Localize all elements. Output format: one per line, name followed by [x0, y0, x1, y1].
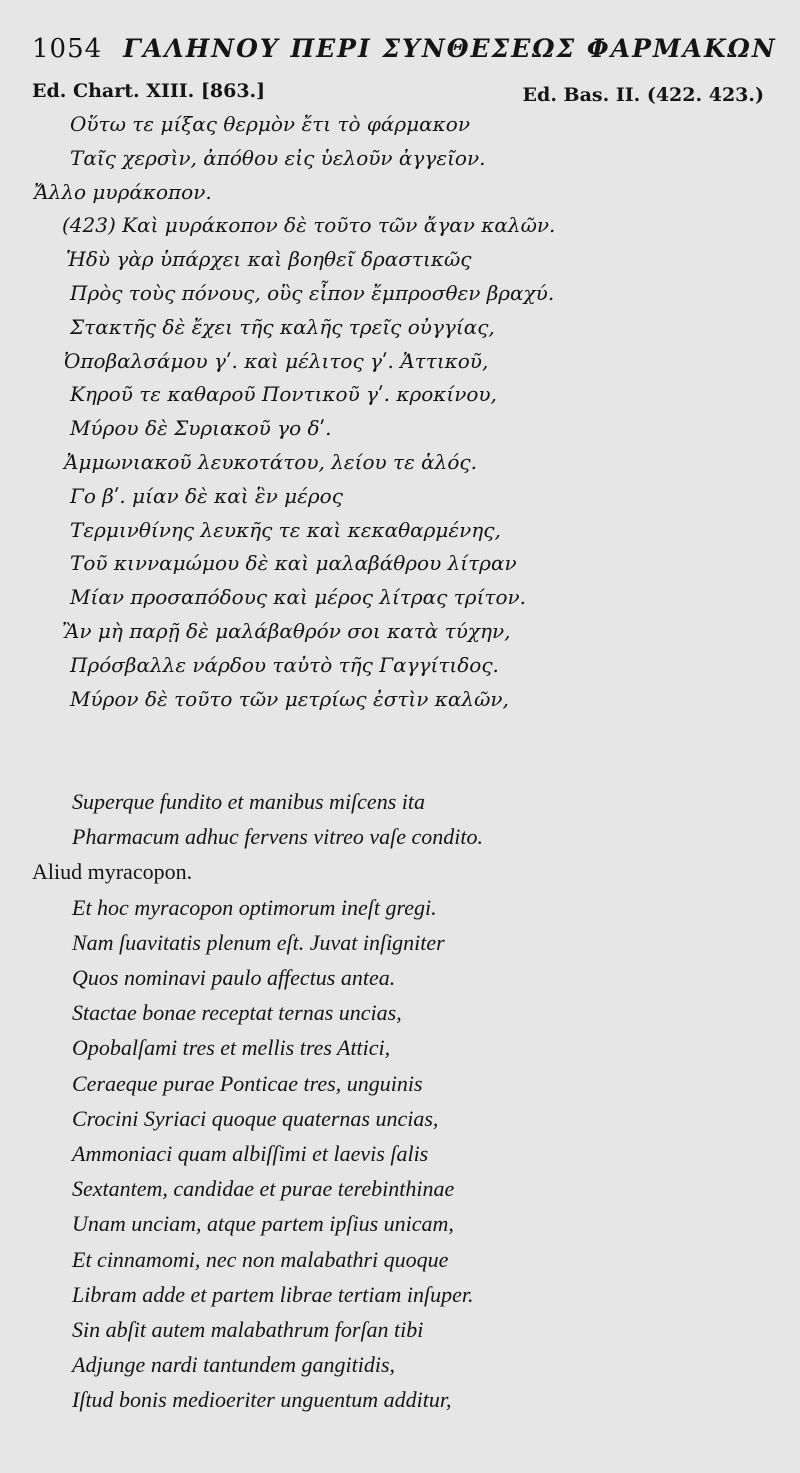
latin-verse-line: Superque fundito et manibus miſcens ita [72, 789, 425, 814]
latin-verse-line: Iſtud bonis medioeriter unguentum additur, [72, 1387, 452, 1413]
greek-verse-line: Μίαν προσαπόδους καὶ μέρος λίτρας τρίτον. [70, 585, 527, 610]
latin-verse-line: Sin abſit autem malabathrum forſan tibi [72, 1317, 424, 1342]
greek-verse-line: Πρόσβαλλε νάρδου ταὐτὸ τῆς Γαγγίτιδος. [70, 652, 499, 677]
latin-verse-line: Stactae bonae receptat ternas uncias, [72, 1000, 402, 1026]
latin-verse-line: Adjunge nardi tantundem gangitidis, [72, 1352, 396, 1378]
greek-verse-line: Μύρον δὲ τοῦτο τῶν μετρίως ἐστὶν καλῶν, [70, 686, 509, 711]
greek-verse-line: Στακτῆς δὲ ἔχει τῆς καλῆς τρεῖς οὐγγίας, [70, 314, 495, 339]
latin-verse-line: Libram adde et partem librae tertiam inſuper. [72, 1281, 474, 1307]
greek-verse-line: Ὀποβαλσάμου γʹ. καὶ μέλιτος γʹ. Ἀττικοῦ, [64, 348, 489, 373]
latin-verse-line: Unam unciam, atque partem ipſius unicam, [72, 1211, 454, 1237]
greek-verse-line: Ἂν μὴ παρῇ δὲ μαλάβαθρόν σοι κατὰ τύχην, [62, 619, 511, 643]
greek-verse-line: Οὕτω τε μίξας θερμὸν ἔτι τὸ φάρμακον [70, 112, 470, 136]
greek-verse-line: Γο βʹ. μίαν δὲ καὶ ἓν μέρος [70, 483, 343, 508]
greek-verse-line: Πρὸς τοὺς πόνους, οὓς εἶπον ἔμπροσθεν βραχύ. [70, 281, 555, 305]
latin-verse-line: Opobalſami tres et mellis tres Attici, [72, 1035, 391, 1061]
page-number: 1054 [32, 34, 103, 64]
greek-verse-line: Ἄλλο μυράκοπον. [34, 179, 212, 204]
latin-verse-line: Quos nominavi paulo affectus antea. [72, 965, 396, 990]
greek-verse-line: Μύρου δὲ Συριακοῦ γο δʹ. [70, 416, 332, 441]
greek-verse-line: Τοῦ κινναμώμου δὲ καὶ μαλαβάθρου λίτραν [70, 551, 517, 576]
latin-verse-line: Et hoc myracopon optimorum ineſt gregi. [72, 894, 437, 920]
edition-reference-left: Ed. Chart. XIII. [863.] [32, 80, 266, 102]
latin-verse-line: Et cinnamomi, nec non malabathri quoque [72, 1246, 449, 1272]
latin-verse-line: Nam ſuavitatis plenum eſt. Juvat inſigniter [72, 929, 445, 955]
latin-verse-line: Aliud myracopon. [32, 859, 193, 885]
latin-verse-line: Pharmacum adhuc fervens vitreo vaſe condito. [72, 824, 483, 850]
running-title: ΓΑΛΗΝΟΥ ΠΕΡΙ ΣΥΝΘΕΣΕΩΣ ΦΑΡΜΑΚΩΝ [123, 34, 777, 63]
latin-verse-line: Ammoniaci quam albiſſimi et laevis ſalis [72, 1141, 429, 1166]
edition-reference-right: Ed. Bas. II. (422. 423.) [522, 84, 764, 106]
greek-verse-line: Κηροῦ τε καθαροῦ Ποντικοῦ γʹ. κροκίνου, [70, 382, 497, 407]
greek-verse-line: Ἡδὺ γὰρ ὑπάρχει καὶ βοηθεῖ δραστικῶς [66, 247, 472, 272]
latin-verse-line: Crocini Syriaci quoque quaternas uncias, [72, 1105, 439, 1131]
greek-verse-line: Τερμινθίνης λευκῆς τε καὶ κεκαθαρμένης, [70, 517, 501, 542]
greek-verse-line: (423) Καὶ μυράκοπον δὲ τοῦτο τῶν ἄγαν καλῶν. [62, 213, 556, 238]
latin-verse-line: Sextantem, candidae et purae terebinthinae [72, 1176, 455, 1202]
greek-verse-line: Ἀμμωνιακοῦ λευκοτάτου, λείου τε ἁλός. [64, 450, 477, 474]
latin-verse-line: Ceraeque purae Ponticae tres, unguinis [72, 1070, 423, 1096]
greek-verse-line: Ταῖς χερσὶν, ἀπόθου εἰς ὑελοῦν ἀγγεῖον. [70, 145, 486, 170]
running-header [32, 34, 777, 64]
